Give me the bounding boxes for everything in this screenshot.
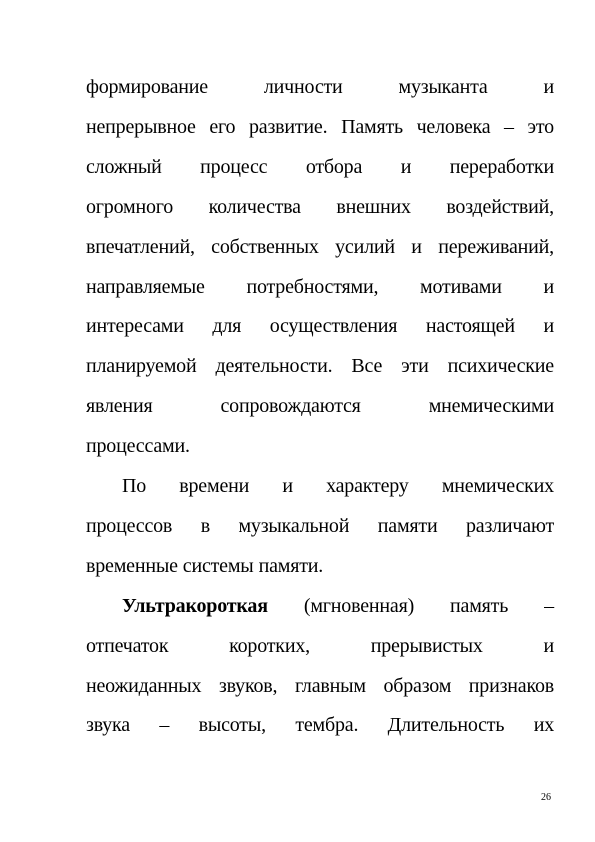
word: деятельности.: [215, 355, 333, 378]
word: потребностями,: [246, 275, 379, 298]
text-line: [122, 472, 554, 500]
word: Память: [341, 115, 403, 138]
word: тембра.: [295, 714, 359, 737]
text-line: [86, 193, 554, 221]
word: –: [504, 115, 514, 138]
word: память: [450, 594, 509, 617]
word: сопровождаются: [220, 395, 361, 418]
word: Длительность: [387, 714, 505, 737]
word: –: [159, 714, 170, 737]
word: образом: [383, 674, 452, 697]
word: мотивами: [420, 275, 502, 298]
text-line: [86, 392, 554, 420]
text-line: [86, 552, 554, 580]
word: Все: [351, 355, 383, 378]
word: развитие.: [248, 115, 328, 138]
word: характеру: [326, 475, 409, 497]
word: музыканта: [398, 76, 488, 98]
text-line: [86, 432, 554, 460]
word: временные: [86, 554, 178, 577]
text-line: [86, 233, 554, 261]
word: звуков,: [218, 674, 278, 697]
word: отбора: [305, 155, 363, 178]
word: воздействий,: [446, 195, 554, 218]
word: неожиданных: [86, 674, 202, 697]
word: музыкальной: [238, 514, 350, 537]
word: усилий: [335, 235, 395, 258]
word: памяти.: [258, 554, 324, 577]
word: звука: [86, 714, 130, 737]
word: планируемой: [86, 355, 197, 378]
text-line: [86, 312, 554, 340]
word: осуществления: [269, 315, 398, 338]
word: мнемическими: [428, 395, 554, 418]
word: и: [543, 275, 554, 298]
page-number: 26: [541, 792, 551, 803]
word: их: [533, 714, 554, 737]
word: и: [282, 475, 293, 497]
text-line: [86, 512, 554, 540]
word: человека: [416, 115, 491, 138]
word: интересами: [86, 315, 184, 338]
text-line: [86, 273, 554, 301]
text-line: [86, 113, 554, 141]
word: переработки: [449, 155, 554, 178]
text-line: [86, 73, 554, 101]
text-line: [86, 153, 554, 181]
word: и: [543, 76, 554, 98]
word: собственных: [211, 235, 319, 258]
word: системы: [182, 554, 254, 577]
word: и: [543, 315, 554, 338]
word: формирование: [86, 76, 208, 98]
word: (мгновенная): [303, 594, 415, 617]
word: памяти: [377, 514, 438, 537]
text-line: [86, 711, 554, 739]
word: –: [544, 594, 554, 617]
word: и: [411, 235, 422, 258]
word: сложный: [86, 155, 162, 178]
word: времени: [179, 475, 250, 497]
word: прерывистых: [370, 634, 483, 657]
word: впечатлений,: [86, 235, 195, 258]
word: переживаний,: [438, 235, 554, 258]
word: направляемые: [86, 275, 205, 298]
text-line: [86, 672, 554, 700]
word: коротких,: [229, 634, 310, 657]
word: По: [122, 475, 147, 497]
word: процесс: [200, 155, 268, 178]
word: и: [543, 634, 554, 657]
word: и: [400, 155, 412, 178]
word: его: [209, 115, 236, 138]
word: настоящей: [425, 315, 515, 338]
word: Ультракороткая: [122, 594, 268, 617]
word: психические: [447, 355, 554, 378]
word: огромного: [86, 195, 174, 218]
word: главным: [294, 674, 366, 697]
word: высоты,: [198, 714, 266, 737]
word: отпечаток: [86, 634, 169, 657]
word: различают: [465, 514, 554, 537]
word: процессов: [86, 514, 173, 537]
word: это: [527, 115, 554, 138]
text-line: [86, 352, 554, 380]
word: для: [212, 315, 242, 338]
word: процессами.: [86, 435, 190, 458]
word: явления: [86, 395, 153, 418]
word: количества: [208, 195, 301, 218]
word: в: [200, 514, 210, 537]
word: непрерывное: [86, 115, 196, 138]
word: эти: [401, 355, 429, 378]
word: личности: [263, 76, 343, 98]
text-line: [86, 632, 554, 660]
word: внешних: [336, 195, 411, 218]
word: признаков: [468, 674, 554, 697]
text-line: [122, 592, 554, 620]
word: мнемических: [441, 475, 554, 497]
